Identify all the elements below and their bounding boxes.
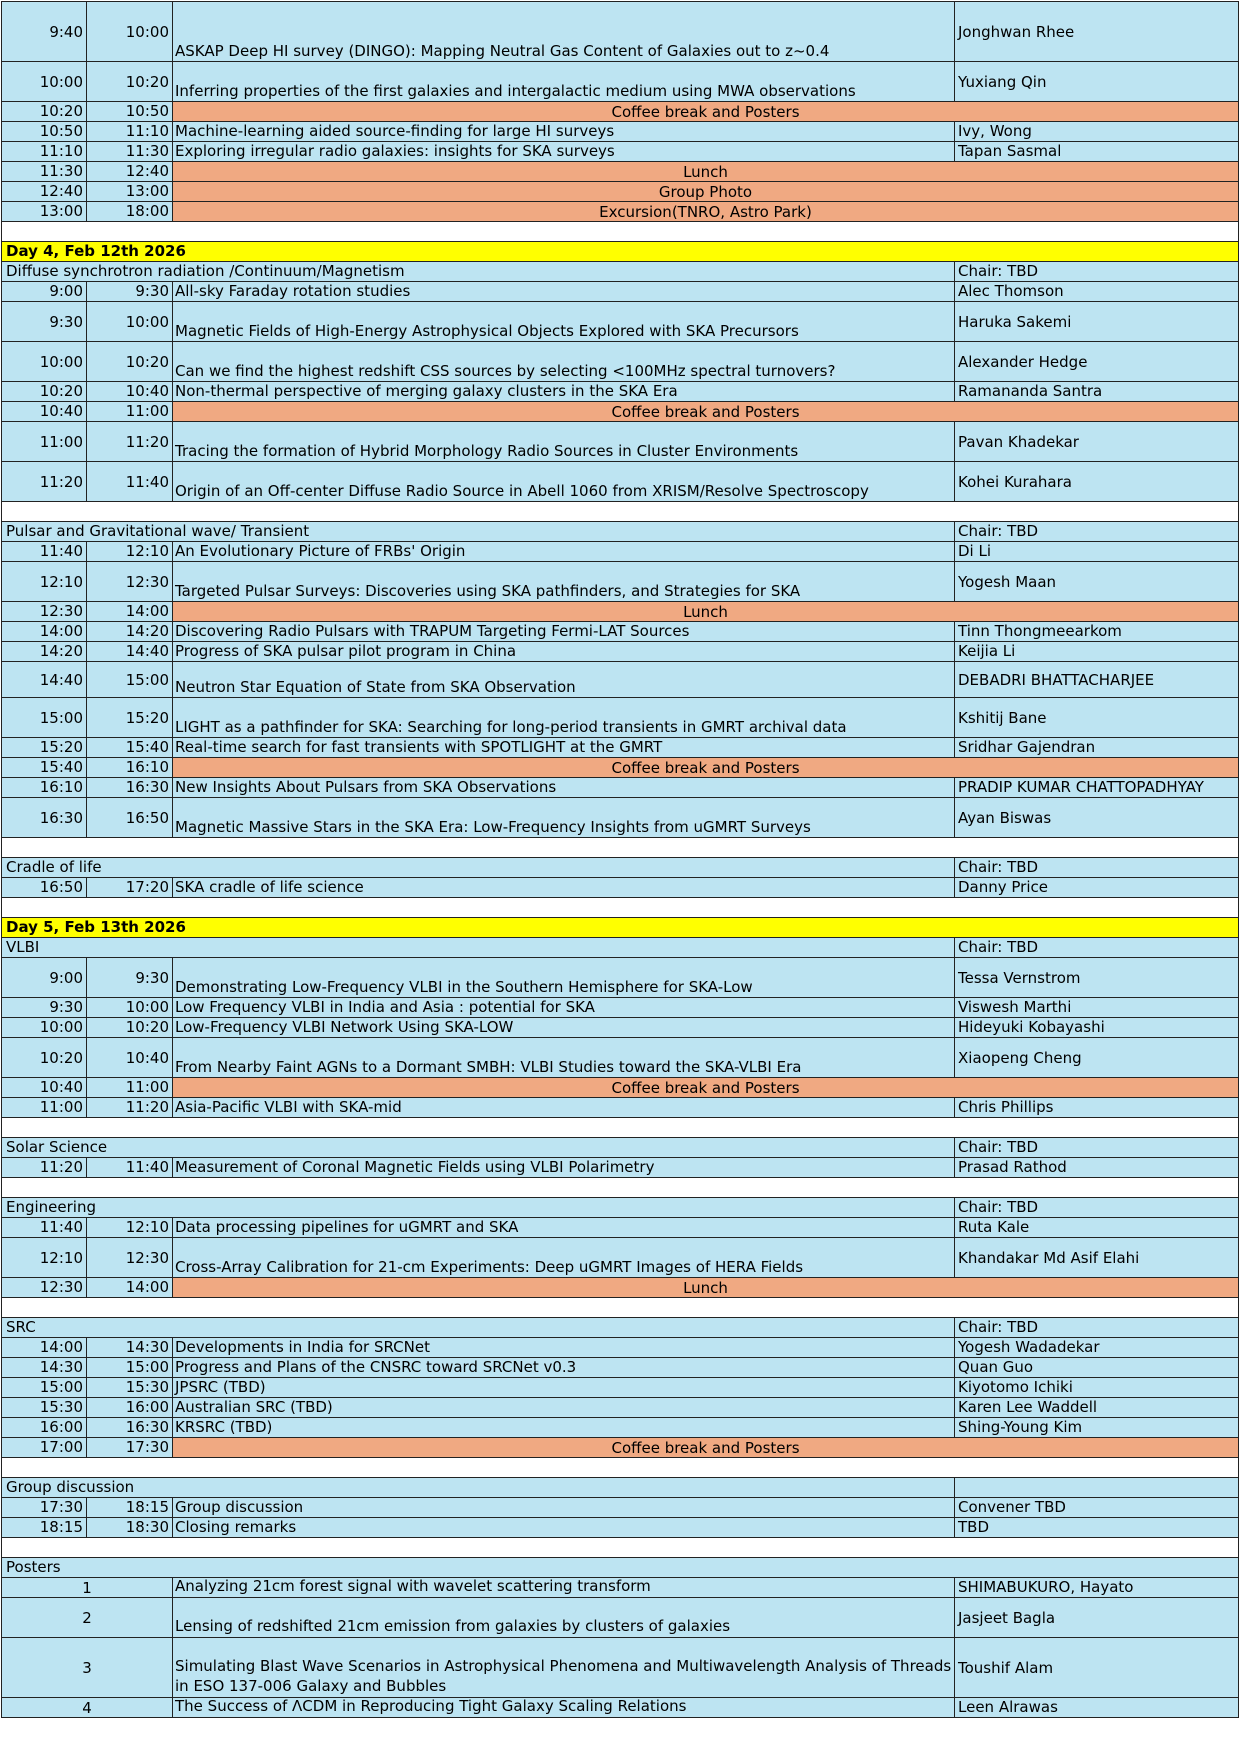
start-time: 15:00 xyxy=(1,698,87,738)
talk-title: Magnetic Fields of High-Energy Astrophysical Objects Explored with SKA Precursors xyxy=(173,302,955,342)
start-time: 9:30 xyxy=(1,998,87,1018)
schedule-row-spacer xyxy=(1,1298,1240,1318)
session-chair: Chair: TBD xyxy=(955,262,1239,282)
poster-author: Jasjeet Bagla xyxy=(955,1598,1239,1638)
start-time: 11:20 xyxy=(1,462,87,502)
schedule-row-talk xyxy=(1,1518,1240,1538)
end-time: 16:30 xyxy=(87,1418,173,1438)
schedule-row-session xyxy=(1,938,1240,958)
start-time: 15:00 xyxy=(1,1378,87,1398)
speaker-name: Keijia Li xyxy=(955,642,1239,662)
end-time: 10:00 xyxy=(87,302,173,342)
schedule-row-poster xyxy=(1,1698,1240,1718)
schedule-row-session xyxy=(1,1138,1240,1158)
talk-title: All-sky Faraday rotation studies xyxy=(173,282,955,302)
talk-title: Inferring properties of the first galaxies and intergalactic medium using MWA observations xyxy=(173,62,955,102)
speaker-name: Pavan Khadekar xyxy=(955,422,1239,462)
end-time: 11:20 xyxy=(87,422,173,462)
end-time: 15:20 xyxy=(87,698,173,738)
start-time: 10:40 xyxy=(1,402,87,422)
start-time: 10:50 xyxy=(1,122,87,142)
schedule-row-day xyxy=(1,918,1240,938)
schedule-row-spacer xyxy=(1,222,1240,242)
start-time: 15:40 xyxy=(1,758,87,778)
schedule-row-talk xyxy=(1,1158,1240,1178)
poster-title: Simulating Blast Wave Scenarios in Astrophysical Phenomena and Multiwavelength Analysis of Threads in ESO 137-006 Galaxy and Bubbles xyxy=(173,1638,955,1698)
schedule-row-talk xyxy=(1,1338,1240,1358)
schedule-row-talk xyxy=(1,142,1240,162)
start-time: 12:40 xyxy=(1,182,87,202)
schedule-row-talk xyxy=(1,1498,1240,1518)
speaker-name: Ramananda Santra xyxy=(955,382,1239,402)
start-time: 13:00 xyxy=(1,202,87,222)
poster-title: The Success of ΛCDM in Reproducing Tight Galaxy Scaling Relations xyxy=(173,1698,955,1718)
spacer-row xyxy=(1,1538,1239,1558)
start-time: 14:40 xyxy=(1,662,87,698)
talk-title: Real-time search for fast transients with SPOTLIGHT at the GMRT xyxy=(173,738,955,758)
schedule-row-talk xyxy=(1,958,1240,998)
talk-title: Asia-Pacific VLBI with SKA-mid xyxy=(173,1098,955,1118)
break-label: Lunch xyxy=(173,1278,1239,1298)
poster-title: Lensing of redshifted 21cm emission from galaxies by clusters of galaxies xyxy=(173,1598,955,1638)
schedule-row-day xyxy=(1,242,1240,262)
end-time: 17:20 xyxy=(87,878,173,898)
poster-author: Toushif Alam xyxy=(955,1638,1239,1698)
end-time: 18:15 xyxy=(87,1498,173,1518)
talk-title: Closing remarks xyxy=(173,1518,955,1538)
schedule-row-talk xyxy=(1,302,1240,342)
schedule-row-session xyxy=(1,522,1240,542)
schedule-row-talk xyxy=(1,1378,1240,1398)
speaker-name: Tessa Vernstrom xyxy=(955,958,1239,998)
poster-number: 4 xyxy=(1,1698,173,1718)
schedule-row-break xyxy=(1,202,1240,222)
talk-title: Australian SRC (TBD) xyxy=(173,1398,955,1418)
start-time: 9:30 xyxy=(1,302,87,342)
start-time: 9:00 xyxy=(1,282,87,302)
talk-title: Low Frequency VLBI in India and Asia : potential for SKA xyxy=(173,998,955,1018)
start-time: 11:30 xyxy=(1,162,87,182)
talk-title: Targeted Pulsar Surveys: Discoveries using SKA pathfinders, and Strategies for SKA xyxy=(173,562,955,602)
schedule-row-talk xyxy=(1,382,1240,402)
schedule-row-talk xyxy=(1,1238,1240,1278)
start-time: 12:10 xyxy=(1,1238,87,1278)
speaker-name: Sridhar Gajendran xyxy=(955,738,1239,758)
end-time: 11:40 xyxy=(87,462,173,502)
spacer-row xyxy=(1,1178,1239,1198)
speaker-name: Kshitij Bane xyxy=(955,698,1239,738)
end-time: 14:30 xyxy=(87,1338,173,1358)
start-time: 11:00 xyxy=(1,422,87,462)
start-time: 10:20 xyxy=(1,382,87,402)
schedule-row-break xyxy=(1,162,1240,182)
break-label: Group Photo xyxy=(173,182,1239,202)
session-title: Pulsar and Gravitational wave/ Transient xyxy=(1,522,955,542)
speaker-name: Haruka Sakemi xyxy=(955,302,1239,342)
schedule-row-talk xyxy=(1,1358,1240,1378)
break-label: Coffee break and Posters xyxy=(173,402,1239,422)
speaker-name: TBD xyxy=(955,1518,1239,1538)
end-time: 18:00 xyxy=(87,202,173,222)
schedule-row-session xyxy=(1,1478,1240,1498)
schedule-table xyxy=(1,1,1240,1718)
spacer-row xyxy=(1,1458,1239,1478)
break-label: Coffee break and Posters xyxy=(173,1438,1239,1458)
end-time: 11:10 xyxy=(87,122,173,142)
talk-title: Neutron Star Equation of State from SKA Observation xyxy=(173,662,955,698)
break-label: Coffee break and Posters xyxy=(173,1078,1239,1098)
end-time: 10:20 xyxy=(87,342,173,382)
speaker-name: Tinn Thongmeearkom xyxy=(955,622,1239,642)
talk-title: Measurement of Coronal Magnetic Fields using VLBI Polarimetry xyxy=(173,1158,955,1178)
end-time: 12:10 xyxy=(87,1218,173,1238)
talk-title: KRSRC (TBD) xyxy=(173,1418,955,1438)
talk-title: Cross-Array Calibration for 21-cm Experiments: Deep uGMRT Images of HERA Fields xyxy=(173,1238,955,1278)
start-time: 12:30 xyxy=(1,1278,87,1298)
end-time: 12:30 xyxy=(87,1238,173,1278)
start-time: 14:00 xyxy=(1,622,87,642)
talk-title: JPSRC (TBD) xyxy=(173,1378,955,1398)
schedule-row-talk xyxy=(1,642,1240,662)
start-time: 14:00 xyxy=(1,1338,87,1358)
posters-header: Posters xyxy=(1,1558,1239,1578)
spacer-row xyxy=(1,838,1239,858)
end-time: 16:50 xyxy=(87,798,173,838)
schedule-row-posterhead xyxy=(1,1558,1240,1578)
end-time: 10:20 xyxy=(87,62,173,102)
speaker-name: Convener TBD xyxy=(955,1498,1239,1518)
talk-title: Machine-learning aided source-finding for large HI surveys xyxy=(173,122,955,142)
talk-title: Developments in India for SRCNet xyxy=(173,1338,955,1358)
session-title: Solar Science xyxy=(1,1138,955,1158)
end-time: 16:00 xyxy=(87,1398,173,1418)
poster-number: 2 xyxy=(1,1598,173,1638)
start-time: 9:00 xyxy=(1,958,87,998)
schedule-row-talk xyxy=(1,778,1240,798)
schedule-row-talk xyxy=(1,422,1240,462)
end-time: 10:20 xyxy=(87,1018,173,1038)
start-time: 10:00 xyxy=(1,1018,87,1038)
schedule-row-talk xyxy=(1,542,1240,562)
schedule-row-break xyxy=(1,182,1240,202)
schedule-row-talk xyxy=(1,878,1240,898)
start-time: 10:00 xyxy=(1,62,87,102)
talk-title: Demonstrating Low-Frequency VLBI in the Southern Hemisphere for SKA-Low xyxy=(173,958,955,998)
schedule-row-spacer xyxy=(1,1118,1240,1138)
speaker-name: Ruta Kale xyxy=(955,1218,1239,1238)
schedule-row-talk xyxy=(1,622,1240,642)
schedule-row-session xyxy=(1,1198,1240,1218)
spacer-row xyxy=(1,898,1239,918)
schedule-row-spacer xyxy=(1,502,1240,522)
schedule-row-break xyxy=(1,602,1240,622)
poster-number: 3 xyxy=(1,1638,173,1698)
end-time: 10:00 xyxy=(87,1,173,62)
speaker-name: PRADIP KUMAR CHATTOPADHYAY xyxy=(955,778,1239,798)
schedule-row-talk xyxy=(1,342,1240,382)
speaker-name: Yogesh Wadadekar xyxy=(955,1338,1239,1358)
end-time: 15:00 xyxy=(87,662,173,698)
end-time: 10:40 xyxy=(87,1038,173,1078)
speaker-name: Ayan Biswas xyxy=(955,798,1239,838)
end-time: 14:00 xyxy=(87,1278,173,1298)
end-time: 10:40 xyxy=(87,382,173,402)
talk-title: Exploring irregular radio galaxies: insights for SKA surveys xyxy=(173,142,955,162)
talk-title: Can we find the highest redshift CSS sources by selecting <100MHz spectral turnovers? xyxy=(173,342,955,382)
schedule-row-talk xyxy=(1,1218,1240,1238)
talk-title: Magnetic Massive Stars in the SKA Era: Low-Frequency Insights from uGMRT Surveys xyxy=(173,798,955,838)
spacer-row xyxy=(1,502,1239,522)
poster-title: Analyzing 21cm forest signal with wavelet scattering transform xyxy=(173,1578,955,1598)
start-time: 18:15 xyxy=(1,1518,87,1538)
talk-title: Origin of an Off-center Diffuse Radio Source in Abell 1060 from XRISM/Resolve Spectroscopy xyxy=(173,462,955,502)
end-time: 9:30 xyxy=(87,958,173,998)
start-time: 16:00 xyxy=(1,1418,87,1438)
speaker-name: Alec Thomson xyxy=(955,282,1239,302)
talk-title: New Insights About Pulsars from SKA Observations xyxy=(173,778,955,798)
start-time: 11:00 xyxy=(1,1098,87,1118)
talk-title: Data processing pipelines for uGMRT and SKA xyxy=(173,1218,955,1238)
schedule-row-talk xyxy=(1,122,1240,142)
end-time: 11:00 xyxy=(87,402,173,422)
talk-title: ASKAP Deep HI survey (DINGO): Mapping Neutral Gas Content of Galaxies out to z~0.4 xyxy=(173,1,955,62)
speaker-name: Karen Lee Waddell xyxy=(955,1398,1239,1418)
schedule-row-talk xyxy=(1,1398,1240,1418)
end-time: 16:10 xyxy=(87,758,173,778)
talk-title: From Nearby Faint AGNs to a Dormant SMBH: VLBI Studies toward the SKA-VLBI Era xyxy=(173,1038,955,1078)
start-time: 10:20 xyxy=(1,1038,87,1078)
talk-title: SKA cradle of life science xyxy=(173,878,955,898)
schedule-row-talk xyxy=(1,282,1240,302)
speaker-name: Shing-Young Kim xyxy=(955,1418,1239,1438)
schedule-row-break xyxy=(1,758,1240,778)
end-time: 16:30 xyxy=(87,778,173,798)
end-time: 9:30 xyxy=(87,282,173,302)
schedule-row-poster xyxy=(1,1578,1240,1598)
speaker-name: Danny Price xyxy=(955,878,1239,898)
speaker-name: Kohei Kurahara xyxy=(955,462,1239,502)
schedule-row-break xyxy=(1,1078,1240,1098)
day-header: Day 4, Feb 12th 2026 xyxy=(1,242,1239,262)
schedule-row-talk xyxy=(1,798,1240,838)
speaker-name: Viswesh Marthi xyxy=(955,998,1239,1018)
schedule-row-break xyxy=(1,402,1240,422)
start-time: 9:40 xyxy=(1,1,87,62)
end-time: 18:30 xyxy=(87,1518,173,1538)
speaker-name: Di Li xyxy=(955,542,1239,562)
speaker-name: Hideyuki Kobayashi xyxy=(955,1018,1239,1038)
end-time: 11:20 xyxy=(87,1098,173,1118)
end-time: 12:10 xyxy=(87,542,173,562)
spacer-row xyxy=(1,1298,1239,1318)
speaker-name: Prasad Rathod xyxy=(955,1158,1239,1178)
session-chair: Chair: TBD xyxy=(955,858,1239,878)
start-time: 12:10 xyxy=(1,562,87,602)
talk-title: An Evolutionary Picture of FRBs' Origin xyxy=(173,542,955,562)
end-time: 10:50 xyxy=(87,102,173,122)
start-time: 15:20 xyxy=(1,738,87,758)
start-time: 17:30 xyxy=(1,1498,87,1518)
start-time: 10:40 xyxy=(1,1078,87,1098)
end-time: 15:30 xyxy=(87,1378,173,1398)
spacer-row xyxy=(1,1118,1239,1138)
schedule-row-talk xyxy=(1,662,1240,698)
session-title: Diffuse synchrotron radiation /Continuum/Magnetism xyxy=(1,262,955,282)
start-time: 10:00 xyxy=(1,342,87,382)
end-time: 12:30 xyxy=(87,562,173,602)
schedule-row-talk xyxy=(1,1098,1240,1118)
speaker-name: Khandakar Md Asif Elahi xyxy=(955,1238,1239,1278)
speaker-name: Xiaopeng Cheng xyxy=(955,1038,1239,1078)
session-chair: Chair: TBD xyxy=(955,522,1239,542)
speaker-name: Yogesh Maan xyxy=(955,562,1239,602)
schedule-row-talk xyxy=(1,998,1240,1018)
talk-title: Low-Frequency VLBI Network Using SKA-LOW xyxy=(173,1018,955,1038)
break-label: Lunch xyxy=(173,602,1239,622)
session-chair: Chair: TBD xyxy=(955,1198,1239,1218)
start-time: 16:30 xyxy=(1,798,87,838)
talk-title: Group discussion xyxy=(173,1498,955,1518)
end-time: 17:30 xyxy=(87,1438,173,1458)
speaker-name: DEBADRI BHATTACHARJEE xyxy=(955,662,1239,698)
schedule-row-spacer xyxy=(1,838,1240,858)
break-label: Lunch xyxy=(173,162,1239,182)
speaker-name: Chris Phillips xyxy=(955,1098,1239,1118)
session-title: Cradle of life xyxy=(1,858,955,878)
start-time: 15:30 xyxy=(1,1398,87,1418)
schedule-row-talk xyxy=(1,1418,1240,1438)
break-label: Excursion(TNRO, Astro Park) xyxy=(173,202,1239,222)
talk-title: LIGHT as a pathfinder for SKA: Searching for long-period transients in GMRT archival data xyxy=(173,698,955,738)
schedule-row-talk xyxy=(1,1038,1240,1078)
speaker-name: Alexander Hedge xyxy=(955,342,1239,382)
speaker-name: Ivy, Wong xyxy=(955,122,1239,142)
session-title: Group discussion xyxy=(1,1478,955,1498)
schedule-row-spacer xyxy=(1,898,1240,918)
schedule-row-talk xyxy=(1,462,1240,502)
end-time: 14:00 xyxy=(87,602,173,622)
end-time: 15:40 xyxy=(87,738,173,758)
schedule-row-talk xyxy=(1,738,1240,758)
schedule-row-talk xyxy=(1,562,1240,602)
start-time: 14:30 xyxy=(1,1358,87,1378)
spacer-row xyxy=(1,222,1239,242)
end-time: 14:40 xyxy=(87,642,173,662)
schedule-row-spacer xyxy=(1,1538,1240,1558)
session-chair: Chair: TBD xyxy=(955,1318,1239,1338)
end-time: 11:30 xyxy=(87,142,173,162)
schedule-row-talk xyxy=(1,1018,1240,1038)
end-time: 11:40 xyxy=(87,1158,173,1178)
schedule-row-talk xyxy=(1,698,1240,738)
start-time: 17:00 xyxy=(1,1438,87,1458)
schedule-row-spacer xyxy=(1,1178,1240,1198)
session-title: SRC xyxy=(1,1318,955,1338)
start-time: 11:40 xyxy=(1,1218,87,1238)
break-label: Coffee break and Posters xyxy=(173,102,1239,122)
schedule-row-session xyxy=(1,1318,1240,1338)
day-header: Day 5, Feb 13th 2026 xyxy=(1,918,1239,938)
session-chair: Chair: TBD xyxy=(955,1138,1239,1158)
schedule-row-session xyxy=(1,262,1240,282)
end-time: 14:20 xyxy=(87,622,173,642)
start-time: 12:30 xyxy=(1,602,87,622)
schedule-row-break xyxy=(1,1278,1240,1298)
schedule-row-talk xyxy=(1,62,1240,102)
talk-title: Progress and Plans of the CNSRC toward SRCNet v0.3 xyxy=(173,1358,955,1378)
end-time: 15:00 xyxy=(87,1358,173,1378)
end-time: 13:00 xyxy=(87,182,173,202)
start-time: 16:10 xyxy=(1,778,87,798)
session-chair: Chair: TBD xyxy=(955,938,1239,958)
talk-title: Discovering Radio Pulsars with TRAPUM Targeting Fermi-LAT Sources xyxy=(173,622,955,642)
start-time: 11:40 xyxy=(1,542,87,562)
schedule-row-talk xyxy=(1,1,1240,62)
schedule-row-poster xyxy=(1,1638,1240,1698)
schedule-row-break xyxy=(1,1438,1240,1458)
schedule-row-session xyxy=(1,858,1240,878)
speaker-name: Kiyotomo Ichiki xyxy=(955,1378,1239,1398)
schedule-row-spacer xyxy=(1,1458,1240,1478)
session-title: Engineering xyxy=(1,1198,955,1218)
end-time: 11:00 xyxy=(87,1078,173,1098)
poster-author: SHIMABUKURO, Hayato xyxy=(955,1578,1239,1598)
poster-author: Leen Alrawas xyxy=(955,1698,1239,1718)
start-time: 10:20 xyxy=(1,102,87,122)
talk-title: Tracing the formation of Hybrid Morphology Radio Sources in Cluster Environments xyxy=(173,422,955,462)
start-time: 11:20 xyxy=(1,1158,87,1178)
speaker-name: Yuxiang Qin xyxy=(955,62,1239,102)
talk-title: Progress of SKA pulsar pilot program in China xyxy=(173,642,955,662)
speaker-name: Tapan Sasmal xyxy=(955,142,1239,162)
schedule-row-break xyxy=(1,102,1240,122)
schedule-row-poster xyxy=(1,1598,1240,1638)
session-chair xyxy=(955,1478,1239,1498)
end-time: 10:00 xyxy=(87,998,173,1018)
talk-title: Non-thermal perspective of merging galaxy clusters in the SKA Era xyxy=(173,382,955,402)
end-time: 12:40 xyxy=(87,162,173,182)
speaker-name: Quan Guo xyxy=(955,1358,1239,1378)
break-label: Coffee break and Posters xyxy=(173,758,1239,778)
start-time: 14:20 xyxy=(1,642,87,662)
session-title: VLBI xyxy=(1,938,955,958)
start-time: 11:10 xyxy=(1,142,87,162)
speaker-name: Jonghwan Rhee xyxy=(955,1,1239,62)
poster-number: 1 xyxy=(1,1578,173,1598)
start-time: 16:50 xyxy=(1,878,87,898)
